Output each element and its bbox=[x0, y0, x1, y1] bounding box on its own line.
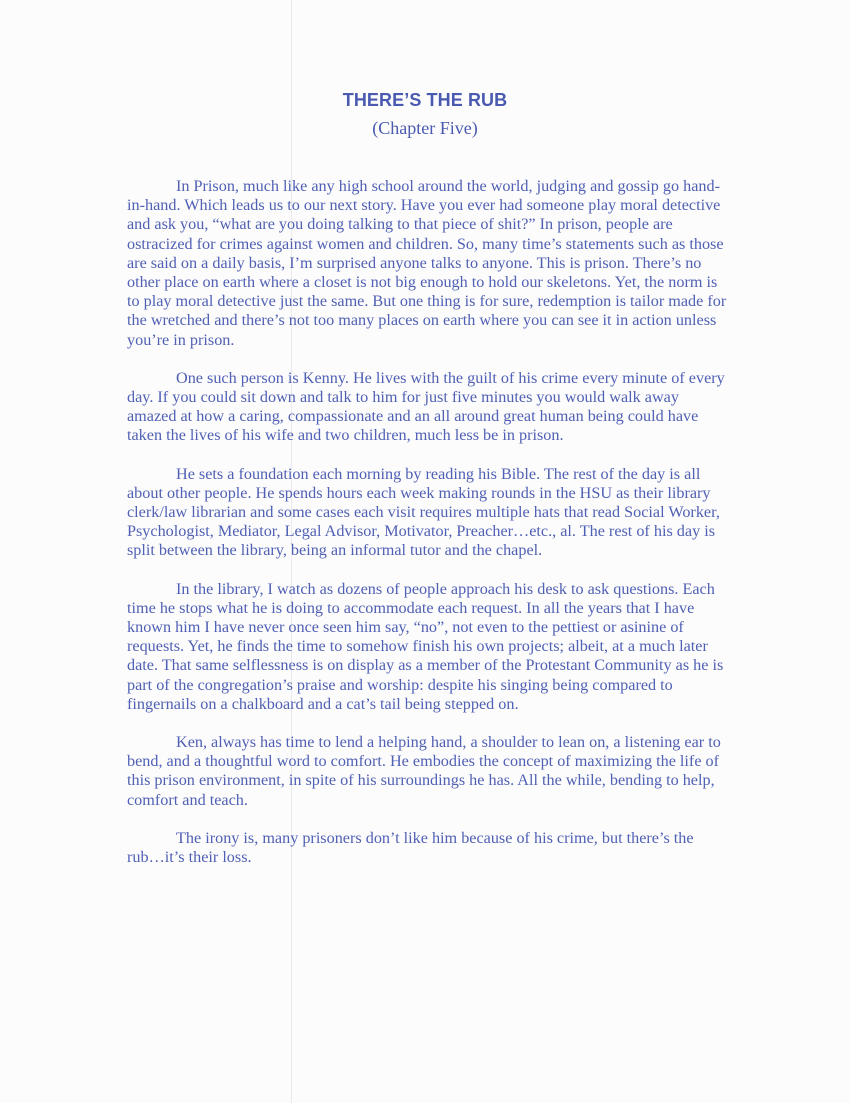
paragraph-5: Ken, always has time to lend a helping hand, a shoulder to lean on, a listening ear to bend, and a thoughtful word to comfort. He embodies the concept of maximizing the life of this prison environment, in spite of his surroundings he has. All the while, bending to help, comfort and teach. bbox=[127, 733, 721, 809]
chapter-title: THERE’S THE RUB bbox=[342, 90, 508, 110]
chapter-body bbox=[127, 177, 731, 886]
paragraph-2: One such person is Kenny. He lives with the guilt of his crime every minute of every day. If you could sit down and talk to him for just five minutes you would walk away amazed at how a caring, compassionate and an all around great human being could have taken the lives of his wife and two children, much less be in prison. bbox=[127, 368, 725, 445]
chapter-subtitle: (Chapter Five) bbox=[372, 118, 478, 138]
paragraph-3: He sets a foundation each morning by reading his Bible. The rest of the day is all about other people. He spends hours each week making rounds in the HSU as their library clerk/law librarian and some cases each visit requires multiple hats that read Social Worker, Psychologist, Mediator, Legal Advisor, Motivator, Preacher…etc., al. The rest of his day is split between the library, being an informal tutor and the chapel. bbox=[127, 464, 720, 560]
paragraph-1: In Prison, much like any high school around the world, judging and gossip go hand-in-hand. Which leads us to our next story. Have you ever had someone play moral detective and ask you, “what are you doing talking to that piece of shit?” In prison, people are ostracized for crimes against women and children. So, many time’s statements such as those are said on a daily basis, I’m surprised anyone talks to anyone. This is prison. There’s no other place on earth where a closet is not big enough to hold our skeletons. Yet, the norm is to play moral detective just the same. But one thing is for sure, redemption is tailor made for the wretched and there’s not too many places on earth where you can see it in action unless you’re in prison. bbox=[127, 177, 727, 349]
paragraph-6: The irony is, many prisoners don’t like him because of his crime, but there’s the rub…it’s their loss. bbox=[127, 828, 694, 867]
paragraph-4: In the library, I watch as dozens of people approach his desk to ask questions. Each time he stops what he is doing to accommodate each request. In all the years that I have known him I have never once seen him say, “no”, not even to the pettiest or asinine of requests. Yet, he finds the time to somehow finish his own projects; albeit, at a much later date. That same selflessness is on display as a member of the Protestant Community as he is part of the congregation’s praise and worship: despite his singing being compared to fingernails on a chalkboard and a cat’s tail being stepped on. bbox=[127, 579, 724, 713]
